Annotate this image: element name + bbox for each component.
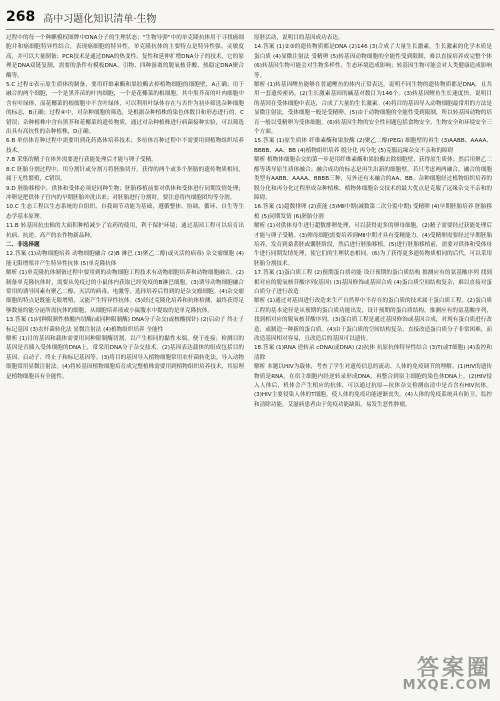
page-number: 268 <box>6 9 36 25</box>
paragraph: 解析 (1)转基因鲤鱼能够在普通鲤鱼的体内正常表达，说明不同生物的遗传物质都是DNA，且共用一套遗传密码。(2)生长激素基因的碱基对数目为146个。(3)转基因鲤鱼生长速度快，说明目的基因在受体细胞中表达，合成了大量的生长激素。(4)将目的基因导入动物细胞最常用的方法是显微注射法，受体细胞一般是受精卵。(5)由于动物细胞的全能性受到限制，所以转基因动物的培育一般以受精卵为受体细胞。(6)转基因生物的安全性问题包括食物安全、生物安全和环境安全三个方面。 <box>254 82 492 136</box>
paragraph: 18.答案 (1)RNA 逆转录 cDNA(或DNA) (2)抗体 抗原抗体特异性结合 (3)T(或T细胞) (4)监控和清除 <box>254 345 492 361</box>
paragraph: 解析 (1)对供体母牛进行超数排卵处理，可以获得更多的卵母细胞。(2)精子需要经过获能处理后才能与卵子受精。(3)卵母细胞需要培养到MⅡ中期才具有受精能力。(4)受精卵需要经过早期胚胎培养，发育到桑葚胚或囊胚阶段，然后进行胚胎移植。(5)进行胚胎移植前，需要对供体和受体母牛进行同期发情处理，使它们的生理状态相同。(6)为了获得更多遗传物质相同的后代，可以采用胚胎分割技术。 <box>254 223 492 267</box>
paragraph: 14.答案 (1)②③的遗传物质都是DNA (2)146 (3)合成了大量生长激素，生长激素的化学本质是蛋白质 (4)显微注射法 受精卵 (5)转基因动物细胞的全能性受到限制，难以直接培养成完整个体 (6)转基因生物可能会对生物多样性、生态环境造成影响；转基因生物可能会对人类健康造成影响等。 <box>254 44 492 79</box>
left-column <box>6 34 244 670</box>
running-title: 高中习题化知识清单·生物 <box>43 13 157 25</box>
header-rule <box>6 29 494 30</box>
paragraph: 二、非选择题 <box>6 241 40 248</box>
paragraph: 8.C 胚胎分割过程中，用分割针或分割刀将胚胎切开，获得的两个或多个胚胎的遗传物质相同，属于无性繁殖，C错误。 <box>6 166 244 183</box>
paragraph: 解析 (1)目的基因和载体需要用同种限制酶切割，以产生相同的黏性末端，便于连接；检测目的基因是否插入受体细胞的DNA上，常采用DNA分子杂交技术。(2)基因表达载体的组成包括目的基因、启动子、终止子和标记基因等。(3)将目的基因导入植物细胞常用农杆菌转化法，导入动物细胞常用显微注射法。(4)将转基因植物细胞培育成完整植株需要用到植物组织培养技术，其原理是植物细胞具有全能性。 <box>6 336 244 380</box>
paragraph: 6.B 单倍体育种过程中需要用到花药离体培养技术；多倍体育种过程中不需要用到植物组织培养技术。 <box>6 138 244 154</box>
paragraph: 10.C 生态工程以生态系统的自组织、自我调节功能为基础，遵循整体、协调、循环、自生等生态学基本原理。 <box>6 204 244 220</box>
paragraph: 7.B 采集的精子在体外需要进行获能处理后才能与卵子受精。 <box>6 157 157 164</box>
paragraph: 原胚活动，说明目的基因成功表达。 <box>254 35 344 41</box>
paragraph: 17.答案 (1)蛋白质工程 (2)预期蛋白质功能 设计预期的蛋白质结构 推测应有的氨基酸序列 找到相对应的脱氧核苷酸序列(基因) (3)基因修饰或基因合成 (4)蛋白质空间结构复杂，难以直接对蛋白质分子进行改造 <box>254 270 492 295</box>
paragraph: 过程中的每一个种麒模权图牌中DNA分子的生理状态；"生物导弹"中的单克隆抗体用于寻找癌细胞并和癌细胞特异性结合，表现癌细胞的特异性，单克隆抗体的主要特点是特异性强、灵敏度高，并可以大量制备；PCR技术是通过DNA的热变性、复性和延伸扩增DNA分子的技术，它的原理是DNA双链复制，需要的条件有模板DNA、引物、四种游离的脱氧核苷酸、热稳定DNA聚合酶等。 <box>6 35 244 79</box>
paragraph: 解析 (1)通过对基因进行改造来生产自然界中不存在的蛋白质的技术属于蛋白质工程。(2)蛋白质工程的基本途径是从预期的蛋白质功能出发，设计预期的蛋白质结构，推测应有的氨基酸序列，找到相对应的脱氧核苷酸序列。(3)蛋白质工程是通过基因修饰或基因合成，对现有蛋白质进行改造，或制造一种新的蛋白质。(4)由于蛋白质的空间结构复杂，直接改造蛋白质分子非常困难，而改造基因相对容易，且改造后的基因可以遗传。 <box>254 298 492 342</box>
right-column <box>254 34 492 670</box>
paragraph: 解析 (1)单克隆抗体制备过程中要用到的动物细胞工程技术有动物细胞培养和动物细胞融合。(2)制备单克隆抗体时，需要从免疫过的小鼠体内获取已经免疫的B淋巴细胞。(3)诱导动物细胞融合常用的诱导因素有聚乙二醇、灭活的病毒、电激等，选择培养后得到的是杂交瘤细胞。(4)杂交瘤细胞的特点是既能无限增殖，又能产生特异性抗体。(5)经过克隆化培养和抗体检测，最终获得足够数量的能分泌所需抗体的细胞，从细胞培养液或小鼠腹水中提取的是单克隆抗体。 <box>6 270 244 314</box>
paragraph: 13.答案 (1)同种限制性核酸内切酶(或同种限制酶) DNA分子杂交(或核酸探针) (2)启动子 终止子 标记基因 (3)农杆菌转化法 显微注射法 (4)植物组织培养 全能性 <box>6 317 244 333</box>
paragraph: 15.答案 (1)原生质体 纤维素酶和果胶酶 (2)聚乙二醇(PEG) 细胞壁的再生 (3)AABB、AAAA、BBBB、AA、BB (4)植物组织培养 脱分化 再分化 (5)克服远缘杂交不亲和的障碍 <box>254 138 492 154</box>
page-header <box>6 6 494 28</box>
paragraph: 12.答案 (1)动物细胞培养 动物细胞融合 (2)B 淋巴 (3)聚乙二醇(或灭活的病毒) 杂交瘤细胞 (4)能无限增殖并产生特异性抗体 (5)单克隆抗体 <box>6 251 244 267</box>
paragraph: 解析 本题以HIV为载体，考查了学生对遗传信息的流动、人体的免疫调节的理解。(1)HIV的遗传物质是RNA，在宿主细胞内经逆转录形成DNA，再整合到宿主细胞的染色体DNA上。(2)HIV侵入人体后，机体会产生相应的抗体，可以通过抗原—抗体杂交检测血清中是否含有HIV抗体。(3)HIV主要侵染人体的T细胞，使人体的免疫功能逐渐丧失。(4)人体的免疫系统具有防卫、监控和清除功能，艾滋病患者由于免疫功能缺陷，易发生恶性肿瘤。 <box>254 364 492 408</box>
paragraph: 解析 植物体细胞杂交的第一步是用纤维素酶和果胶酶去除细胞壁，获得原生质体；然后用聚乙二醇等诱导原生质体融合；融合成功的标志是再生出新的细胞壁。若只考虑两两融合，融合的细胞类型有AABB、AAAA、BBBB三种，另外还有未融合的AA、BB。杂种细胞经过植物组织培养的脱分化和再分化过程形成杂种植株。植物体细胞杂交技术的最大优点是克服了远缘杂交不亲和的障碍。 <box>254 157 492 201</box>
paragraph: 5.C 过程①表示原生质体的制备，要用纤维素酶和果胶酶去掉植物细胞的细胞壁，A正确；用于融合的两个细胞，一个是黑芥苗的叶肉细胞，一个是花椰菜的根细胞，其中黑芥苗的叶肉细胞中含有叶绿体，而花椰菜的根细胞中不含叶绿体，可以利用叶绿体存在与否作为初步筛选杂种细胞的标志，B正确；过程④中，对杂种细胞的筛选，是根据杂种植株的染色体数目和形态进行的，C错误；杂种植株中含有黑芥和花椰菜的遗传物质，通过对杂种植株进行病菌接种实验，可以筛选出具有高抗性的杂种植株，D正确。 <box>6 82 244 136</box>
paragraph: 9.D 胚胎移植中，供体和受体必须是同种生物；胚胎移植前要对供体和受体进行同期发情处理；冲卵是把供体子宫内的早期胚胎冲洗出来；对胚胎进行分割时，要注意将内细胞团均等分割。 <box>6 185 244 201</box>
paragraph: 11.B 转基因抗虫棉的大面积种植减少了农药的使用，利于保护环境；通过基因工程可以培育出抗病、抗逆、高产的农作物新品种。 <box>6 223 244 239</box>
watermark-logo <box>403 651 492 693</box>
watermark-top: 答案圈 <box>416 656 492 681</box>
watermark-bottom: MXQE.COM <box>402 678 492 693</box>
paragraph: 16.答案 (1)超数排卵 (2)获能 (3)MⅡ中期(减数第二次分裂中期) 受精卵 (4)早期胚胎培养 胚胎移植 (5)同期发情 (6)胚胎分割 <box>254 204 492 220</box>
